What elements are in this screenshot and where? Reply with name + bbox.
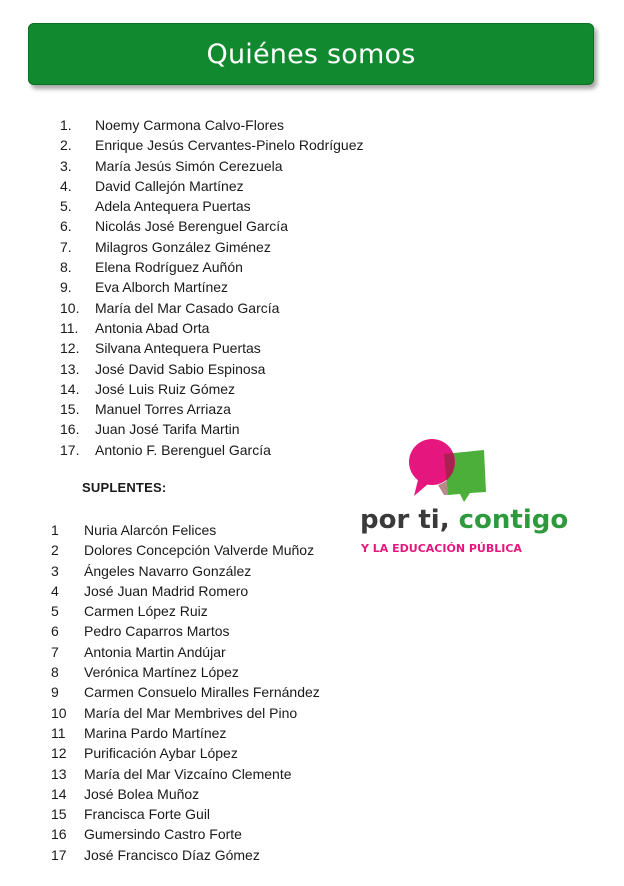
list-item-name: Elena Rodríguez Auñón (95, 259, 243, 276)
list-item-name: Noemy Carmona Calvo-Flores (95, 117, 285, 133)
header-banner (28, 23, 594, 85)
list-item-name: Gumersindo Castro Forte (84, 826, 242, 843)
list-item-name: María del Mar Membrives del Pino (84, 704, 298, 721)
list-item-number: 15 (51, 806, 67, 823)
list-item-name: Antonio F. Berenguel García (95, 441, 271, 458)
list-item-name: María Jesús Simón Cerezuela (95, 157, 283, 174)
list-item-name: Milagros González Giménez (95, 238, 271, 255)
list-item-name: José Bolea Muñoz (84, 785, 200, 802)
logo-text-main: por ti, contigo (360, 505, 569, 535)
list-item-name: José Juan Madrid Romero (84, 582, 249, 599)
list-item-number: 11. (60, 319, 79, 336)
list-item-number: 9. (60, 279, 72, 296)
list-item-name: Dolores Concepción Valverde Muñoz (84, 542, 315, 559)
list-item-name: Antonia Abad Orta (95, 319, 210, 336)
list-item-number: 5. (60, 198, 72, 215)
list-item-name: Carmen Consuelo Miralles Fernández (84, 684, 320, 701)
list-item-name: Ángeles Navarro González (84, 562, 252, 579)
list-item-number: 13. (60, 360, 80, 377)
list-item-name: Eva Alborch Martínez (95, 279, 229, 296)
por-ti-contigo-logo (352, 430, 582, 565)
list-item-number: 14 (51, 785, 67, 802)
substitutes-heading: SUPLENTES: (82, 480, 167, 495)
list-item-name: Juan José Tarifa Martin (95, 421, 240, 438)
list-item-number: 3 (51, 562, 59, 579)
list-item-number: 1. (60, 117, 72, 133)
page-title: Quiénes somos (206, 38, 416, 70)
list-item-name: Pedro Caparros Martos (84, 623, 230, 640)
list-item-name: Manuel Torres Arriaza (95, 401, 231, 418)
list-item-number: 16 (51, 826, 67, 843)
list-item-number: 2. (60, 137, 72, 154)
logo-text-sub: Y LA EDUCACIÓN PÚBLICA (361, 542, 522, 555)
list-item-name: Enrique Jesús Cervantes-Pinelo Rodríguez (95, 137, 364, 154)
list-item-name: José David Sabio Espinosa (95, 360, 266, 377)
list-item-name: Verónica Martínez López (84, 664, 239, 681)
list-item-name: María del Mar Casado García (95, 299, 280, 316)
list-item-name: José Francisco Díaz Gómez (84, 846, 260, 863)
list-item-name: Nuria Alarcón Felices (84, 522, 217, 538)
list-item-number: 11 (51, 724, 66, 741)
list-item-number: 6 (51, 623, 59, 640)
list-item-name: María del Mar Vizcaíno Clemente (84, 765, 292, 782)
list-item-number: 3. (60, 157, 72, 174)
list-item-name: David Callejón Martínez (95, 177, 244, 194)
list-item-number: 15. (60, 401, 80, 418)
list-item-number: 10 (51, 704, 67, 721)
list-item-number: 2 (51, 542, 59, 559)
list-item-number: 12. (60, 340, 80, 357)
list-item-number: 17. (60, 441, 80, 458)
list-item-number: 7. (60, 238, 72, 255)
list-item-number: 7 (51, 643, 59, 660)
list-item-number: 5 (51, 603, 59, 620)
list-item-number: 16. (60, 421, 80, 438)
list-item-number: 9 (51, 684, 59, 701)
list-item-number: 4 (51, 582, 59, 599)
list-item-name: Marina Pardo Martínez (84, 724, 227, 741)
list-item-number: 13 (51, 765, 67, 782)
list-item-number: 8. (60, 259, 72, 276)
list-item-name: Purificación Aybar López (84, 745, 238, 762)
list-item-name: Silvana Antequera Puertas (95, 340, 261, 357)
list-item-name: José Luis Ruiz Gómez (95, 380, 236, 397)
list-item-name: Antonia Martin Andújar (84, 643, 226, 660)
list-item-number: 1 (51, 522, 59, 538)
list-item-name: Carmen López Ruiz (84, 603, 208, 620)
list-item-number: 17 (51, 846, 67, 863)
list-item-name: Francisca Forte Guil (84, 806, 211, 823)
list-item-number: 4. (60, 177, 72, 194)
list-item-number: 12 (51, 745, 67, 762)
list-item-number: 6. (60, 218, 72, 235)
list-item-name: Adela Antequera Puertas (95, 198, 251, 215)
list-item-name: Nicolás José Berenguel García (95, 218, 288, 235)
list-item-number: 14. (60, 380, 80, 397)
list-item-number: 8 (51, 664, 59, 681)
list-item-number: 10. (60, 299, 80, 316)
